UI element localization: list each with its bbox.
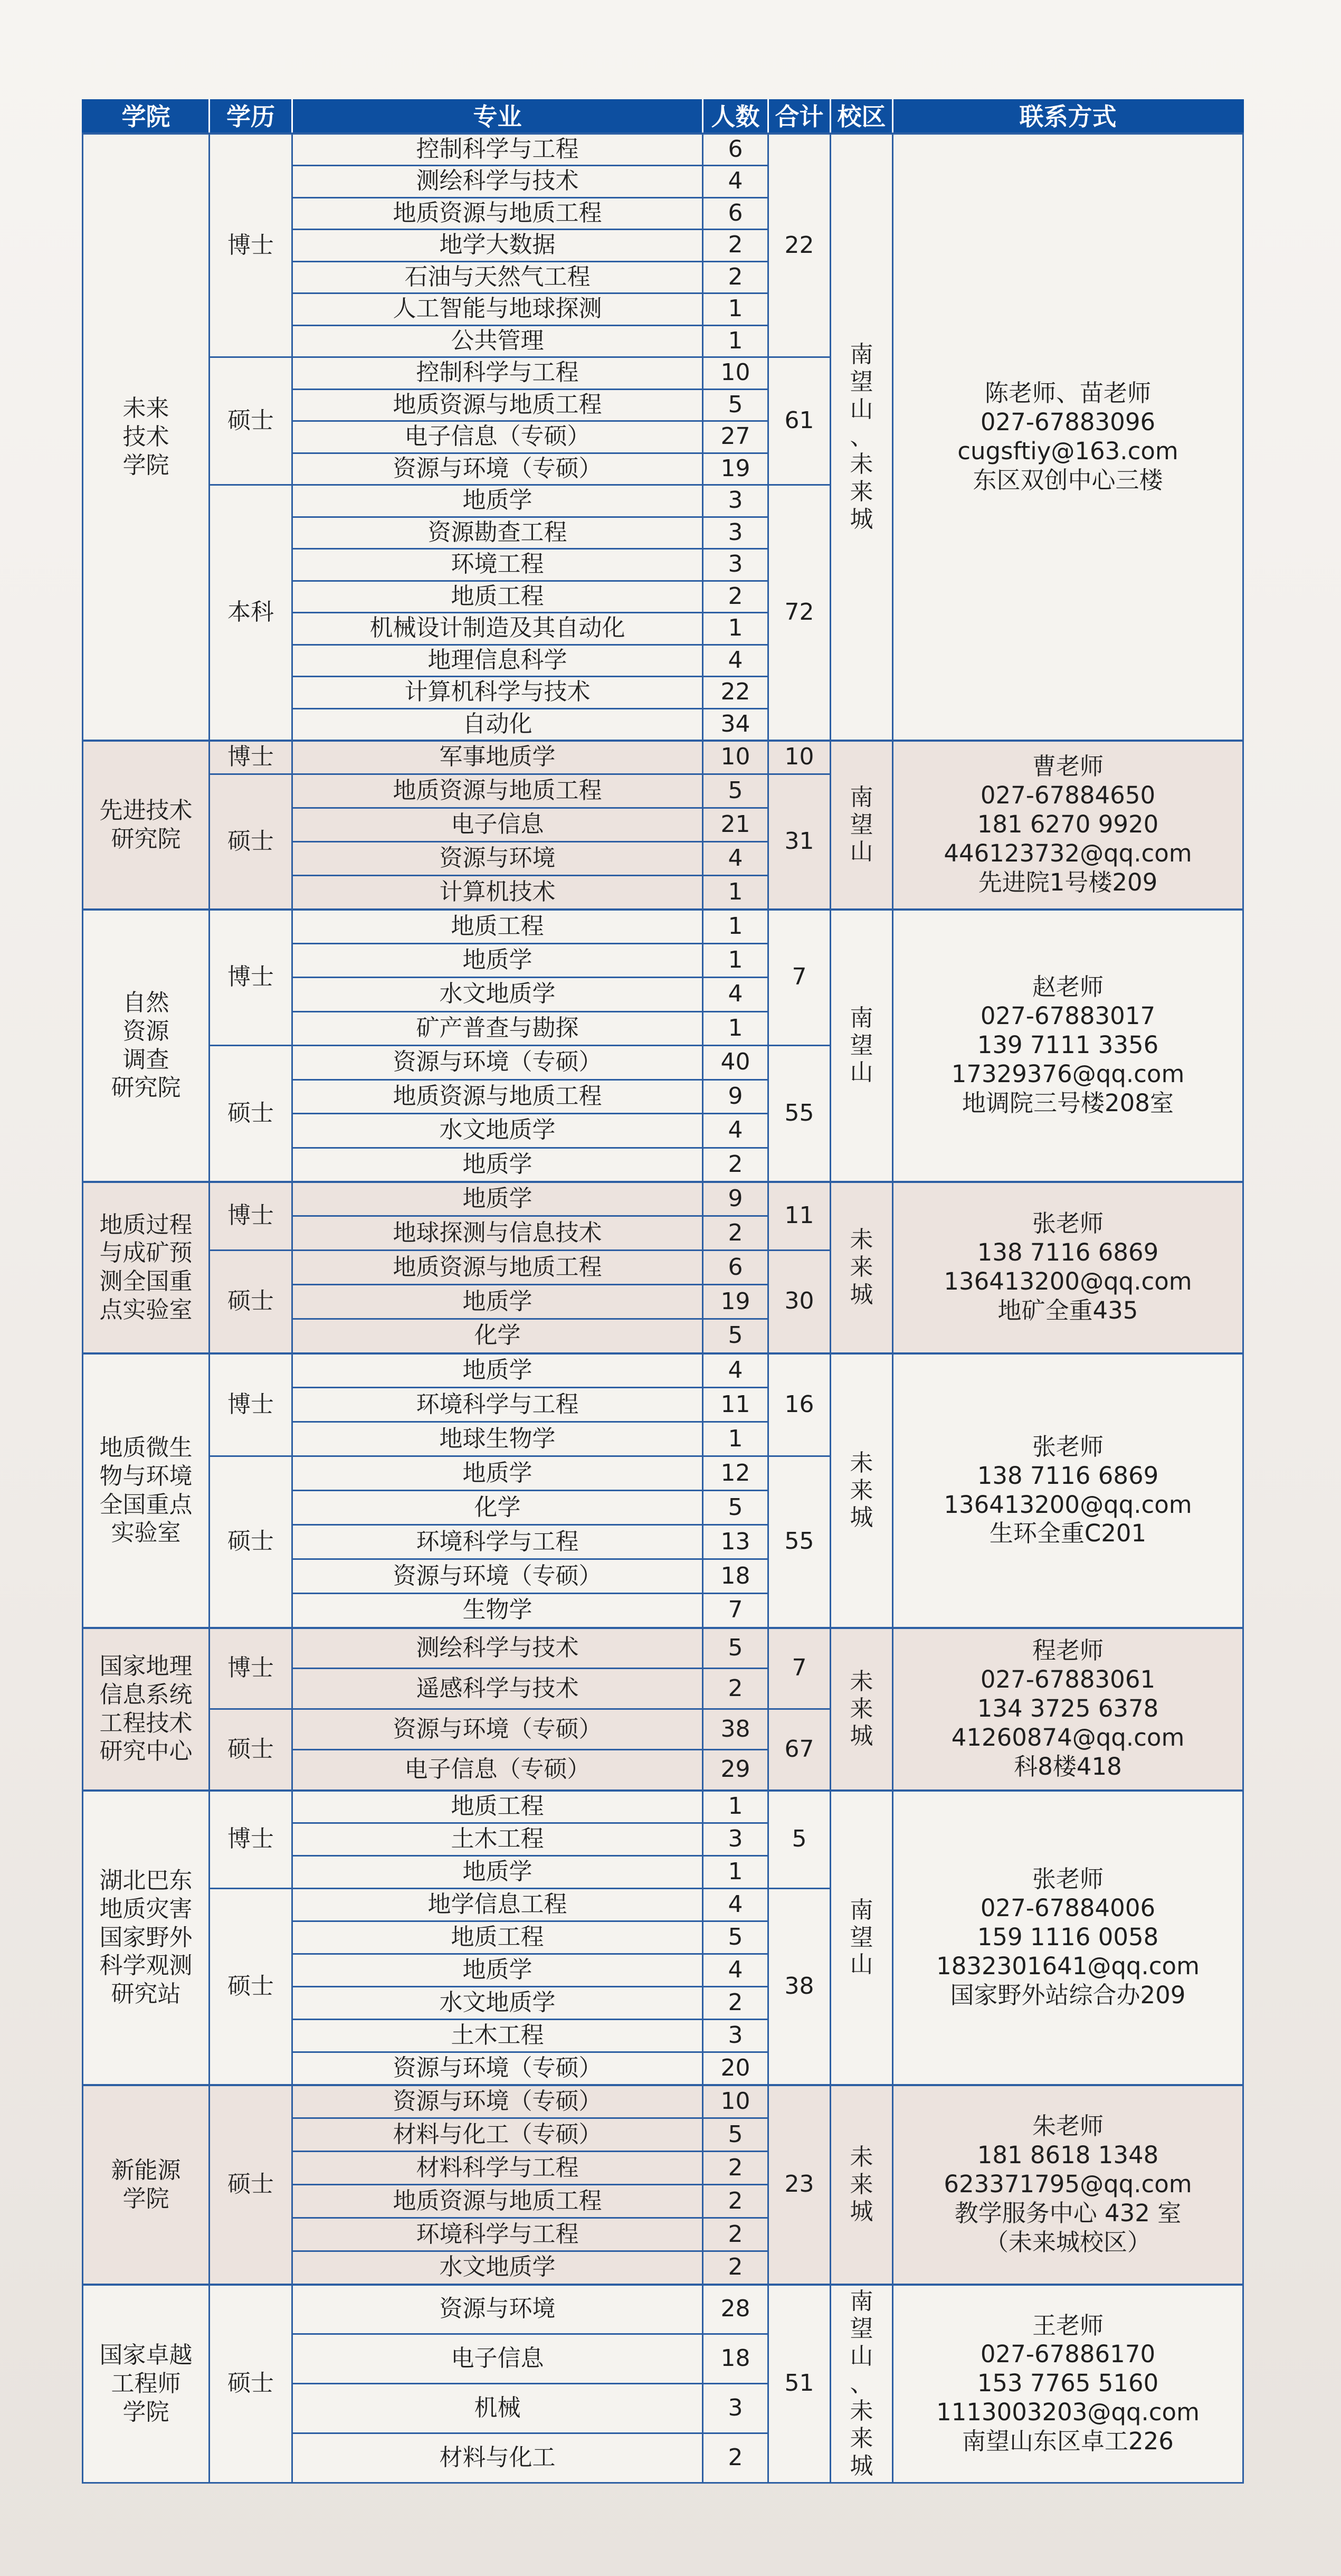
major-cell: 自动化	[292, 708, 703, 741]
institute-name-cell	[83, 1791, 210, 2085]
institute-block	[83, 134, 1243, 741]
contact-line: 生环全重C201	[989, 1519, 1147, 1548]
degree-cell: 硕士	[210, 1456, 292, 1628]
count-cell: 7	[703, 1594, 768, 1628]
count-cell: 4	[703, 1954, 768, 1987]
institute-name-cell	[83, 1628, 210, 1791]
count-cell: 1	[703, 943, 768, 978]
major-cell: 测绘科学与技术	[292, 166, 703, 198]
count-cell: 1	[703, 1011, 768, 1046]
count-cell: 5	[703, 1491, 768, 1525]
contact-cell	[893, 741, 1243, 910]
campus-cell	[831, 134, 893, 741]
count-cell: 19	[703, 453, 768, 485]
contact-line: （未来城校区）	[984, 2228, 1151, 2256]
degree-cell: 硕士	[210, 1046, 292, 1182]
header-row	[83, 100, 1243, 134]
table-row	[83, 2285, 1243, 2334]
contact-cell	[893, 2285, 1243, 2483]
count-cell: 5	[703, 1921, 768, 1954]
table-row	[83, 910, 1243, 944]
count-cell: 5	[703, 389, 768, 421]
contact-cell	[893, 910, 1243, 1182]
contact-line: 181 8618 1348	[977, 2141, 1159, 2170]
total-cell: 67	[768, 1709, 831, 1791]
header-institute: 学院	[83, 100, 210, 134]
count-cell: 12	[703, 1456, 768, 1491]
count-cell: 6	[703, 197, 768, 230]
major-cell: 石油与天然气工程	[292, 261, 703, 293]
contact-line: 139 7111 3356	[977, 1031, 1159, 1059]
institute-name-cell	[83, 910, 210, 1182]
contact-line: 623371795@qq.com	[944, 2170, 1192, 2199]
campus-cell	[831, 2085, 893, 2285]
major-cell: 地质资源与地质工程	[292, 2185, 703, 2218]
count-cell: 10	[703, 357, 768, 390]
total-cell: 7	[768, 1628, 831, 1709]
major-cell: 资源与环境（专硕）	[292, 1046, 703, 1080]
major-cell: 机械	[292, 2384, 703, 2433]
count-cell: 9	[703, 1182, 768, 1216]
campus-name: 南 望 山	[850, 1896, 873, 1978]
major-cell: 电子信息	[292, 808, 703, 842]
major-cell: 材料科学与工程	[292, 2152, 703, 2185]
count-cell: 11	[703, 1388, 768, 1422]
count-cell: 1	[703, 910, 768, 944]
count-cell: 2	[703, 2218, 768, 2251]
major-cell: 地质资源与地质工程	[292, 197, 703, 230]
contact-line: 国家野外站综合办209	[950, 1981, 1186, 2009]
major-cell: 控制科学与工程	[292, 357, 703, 390]
campus-cell	[831, 1353, 893, 1628]
contact-line: 南望山东区卓工226	[962, 2427, 1174, 2456]
total-cell: 72	[768, 485, 831, 741]
institute-name-cell	[83, 134, 210, 741]
contact-person: 王老师	[1032, 2311, 1104, 2340]
contact-person: 陈老师、苗老师	[984, 378, 1151, 407]
count-cell: 3	[703, 2384, 768, 2433]
major-cell: 地质学	[292, 1148, 703, 1182]
institute-block	[83, 741, 1243, 910]
degree-cell: 硕士	[210, 357, 292, 485]
count-cell: 13	[703, 1525, 768, 1559]
degree-cell: 硕士	[210, 1709, 292, 1791]
campus-cell	[831, 741, 893, 910]
contact-person: 曹老师	[1032, 752, 1104, 781]
count-cell: 5	[703, 1628, 768, 1669]
degree-cell: 博士	[210, 134, 292, 357]
contact-line: 41260874@qq.com	[951, 1723, 1185, 1751]
major-cell: 环境工程	[292, 549, 703, 581]
count-cell: 1	[703, 1856, 768, 1889]
institute-name-cell	[83, 741, 210, 910]
major-cell: 土木工程	[292, 2020, 703, 2052]
major-cell: 水文地质学	[292, 978, 703, 1012]
contact-cell	[893, 134, 1243, 741]
campus-cell	[831, 910, 893, 1182]
major-cell: 地质学	[292, 1856, 703, 1889]
contact-line: 科8楼418	[1014, 1752, 1122, 1781]
major-cell: 资源与环境（专硕）	[292, 1709, 703, 1750]
contact-line: 027-67886170	[980, 2340, 1156, 2369]
institute-name: 先进技术 研究院	[99, 797, 193, 853]
major-cell: 电子信息（专硕）	[292, 1750, 703, 1791]
major-cell: 地球生物学	[292, 1422, 703, 1456]
table-row	[83, 1791, 1243, 1823]
count-cell: 29	[703, 1750, 768, 1791]
contact-cell	[893, 1791, 1243, 2085]
count-cell: 18	[703, 2334, 768, 2384]
table-row	[83, 1353, 1243, 1388]
count-cell: 3	[703, 2020, 768, 2052]
major-cell: 水文地质学	[292, 1987, 703, 2020]
count-cell: 2	[703, 2152, 768, 2185]
count-cell: 22	[703, 677, 768, 709]
campus-name: 未 来 城	[850, 2143, 873, 2225]
contact-person: 程老师	[1032, 1636, 1104, 1665]
total-cell: 11	[768, 1182, 831, 1251]
campus-cell	[831, 1628, 893, 1791]
count-cell: 3	[703, 1823, 768, 1856]
total-cell: 16	[768, 1353, 831, 1456]
count-cell: 34	[703, 708, 768, 741]
institute-block	[83, 1791, 1243, 2085]
count-cell: 2	[703, 1148, 768, 1182]
contact-person: 朱老师	[1032, 2112, 1104, 2141]
major-cell: 资源与环境（专硕）	[292, 2052, 703, 2085]
contact-person: 赵老师	[1032, 973, 1104, 1001]
header-campus: 校区	[831, 100, 893, 134]
contact-line: cugsftiy@163.com	[957, 437, 1178, 465]
major-cell: 地质工程	[292, 1791, 703, 1823]
institute-block	[83, 2285, 1243, 2483]
contact-person: 张老师	[1032, 1209, 1104, 1238]
contact-line: 027-67884650	[980, 781, 1156, 810]
count-cell: 2	[703, 230, 768, 262]
major-cell: 材料与化工	[292, 2433, 703, 2483]
contact-line: 地矿全重435	[997, 1296, 1138, 1324]
institute-name-cell	[83, 1353, 210, 1628]
count-cell: 18	[703, 1559, 768, 1594]
contact-line: 136413200@qq.com	[944, 1267, 1192, 1295]
major-cell: 资源与环境（专硕）	[292, 453, 703, 485]
count-cell: 20	[703, 2052, 768, 2085]
contact-line: 教学服务中心 432 室	[954, 2199, 1182, 2227]
count-cell: 2	[703, 1669, 768, 1709]
degree-cell: 硕士	[210, 1251, 292, 1353]
count-cell: 2	[703, 581, 768, 613]
major-cell: 计算机技术	[292, 876, 703, 910]
major-cell: 电子信息（专硕）	[292, 421, 703, 453]
campus-cell	[831, 1791, 893, 2085]
contact-cell	[893, 1182, 1243, 1353]
total-cell: 55	[768, 1456, 831, 1628]
count-cell: 28	[703, 2285, 768, 2334]
major-cell: 地质资源与地质工程	[292, 1251, 703, 1285]
header-contact: 联系方式	[893, 100, 1243, 134]
header-major: 专业	[292, 100, 703, 134]
contact-line: 先进院1号楼209	[978, 868, 1158, 896]
major-cell: 地质学	[292, 1285, 703, 1319]
contact-line: 153 7765 5160	[977, 2369, 1159, 2398]
count-cell: 5	[703, 2118, 768, 2152]
count-cell: 21	[703, 808, 768, 842]
count-cell: 10	[703, 2085, 768, 2118]
count-cell: 3	[703, 517, 768, 549]
contact-line: 181 6270 9920	[977, 810, 1159, 839]
campus-name: 未 来 城	[850, 1449, 873, 1531]
header-degree: 学历	[210, 100, 292, 134]
degree-cell: 博士	[210, 1182, 292, 1251]
major-cell: 化学	[292, 1319, 703, 1353]
degree-cell: 博士	[210, 1628, 292, 1709]
contact-line: 134 3725 6378	[977, 1694, 1159, 1723]
count-cell: 2	[703, 1987, 768, 2020]
degree-cell: 博士	[210, 1353, 292, 1456]
total-cell: 7	[768, 910, 831, 1046]
major-cell: 材料与化工（专硕）	[292, 2118, 703, 2152]
contact-line: 027-67883061	[980, 1665, 1156, 1694]
institute-block	[83, 2085, 1243, 2285]
major-cell: 地质学	[292, 485, 703, 517]
major-cell: 水文地质学	[292, 2251, 703, 2285]
institute-name: 湖北巴东 地质灾害 国家野外 科学观测 研究站	[99, 1867, 193, 2007]
total-cell: 30	[768, 1251, 831, 1353]
count-cell: 19	[703, 1285, 768, 1319]
major-cell: 地质资源与地质工程	[292, 389, 703, 421]
institute-name: 地质微生 物与环境 全国重点 实验室	[99, 1434, 193, 1547]
major-cell: 化学	[292, 1491, 703, 1525]
total-cell: 38	[768, 1889, 831, 2085]
contact-line: 17329376@qq.com	[951, 1059, 1185, 1088]
contact-line: 159 1116 0058	[977, 1923, 1159, 1952]
major-cell: 资源勘查工程	[292, 517, 703, 549]
campus-name: 未 来 城	[850, 1668, 873, 1750]
count-cell: 4	[703, 978, 768, 1012]
count-cell: 3	[703, 549, 768, 581]
count-cell: 4	[703, 1114, 768, 1148]
major-cell: 资源与环境	[292, 2285, 703, 2334]
major-cell: 地学大数据	[292, 230, 703, 262]
institute-name: 国家卓越 工程师 学院	[99, 2342, 193, 2426]
count-cell: 4	[703, 166, 768, 198]
major-cell: 计算机科学与技术	[292, 677, 703, 709]
major-cell: 资源与环境（专硕）	[292, 2085, 703, 2118]
major-cell: 环境科学与工程	[292, 2218, 703, 2251]
major-cell: 控制科学与工程	[292, 134, 703, 166]
contact-line: 446123732@qq.com	[944, 839, 1192, 867]
total-cell: 23	[768, 2085, 831, 2285]
count-cell: 2	[703, 2433, 768, 2483]
degree-cell: 硕士	[210, 1889, 292, 2085]
major-cell: 机械设计制造及其自动化	[292, 613, 703, 645]
table-row	[83, 1182, 1243, 1216]
count-cell: 27	[703, 421, 768, 453]
campus-cell	[831, 2285, 893, 2483]
major-cell: 地质学	[292, 943, 703, 978]
total-cell: 51	[768, 2285, 831, 2483]
count-cell: 1	[703, 1791, 768, 1823]
institute-name-cell	[83, 2285, 210, 2483]
degree-cell: 博士	[210, 741, 292, 774]
total-cell: 55	[768, 1046, 831, 1182]
count-cell: 4	[703, 842, 768, 876]
campus-name: 南 望 山 、 未 来 城	[850, 341, 873, 533]
major-cell: 公共管理	[292, 325, 703, 357]
major-cell: 环境科学与工程	[292, 1525, 703, 1559]
major-cell: 矿产普查与勘探	[292, 1011, 703, 1046]
count-cell: 2	[703, 261, 768, 293]
count-cell: 1	[703, 876, 768, 910]
count-cell: 2	[703, 2251, 768, 2285]
major-cell: 地质资源与地质工程	[292, 1079, 703, 1114]
contact-line: 1113003203@qq.com	[936, 2398, 1200, 2427]
table-row	[83, 134, 1243, 166]
major-cell: 水文地质学	[292, 1114, 703, 1148]
count-cell: 6	[703, 1251, 768, 1285]
degree-cell: 硕士	[210, 774, 292, 910]
count-cell: 2	[703, 2185, 768, 2218]
institute-block	[83, 1182, 1243, 1353]
major-cell: 地理信息科学	[292, 645, 703, 677]
count-cell: 5	[703, 1319, 768, 1353]
degree-cell: 本科	[210, 485, 292, 741]
major-cell: 环境科学与工程	[292, 1388, 703, 1422]
major-cell: 地质学	[292, 1182, 703, 1216]
total-cell: 31	[768, 774, 831, 910]
major-cell: 资源与环境	[292, 842, 703, 876]
major-cell: 地质资源与地质工程	[292, 774, 703, 808]
table-row	[83, 2085, 1243, 2118]
degree-cell: 硕士	[210, 2085, 292, 2285]
count-cell: 2	[703, 1216, 768, 1251]
campus-name: 南 望 山	[850, 783, 873, 866]
campus-name: 南 望 山 、 未 来 城	[850, 2288, 873, 2479]
contact-line: 地调院三号楼208室	[962, 1088, 1174, 1117]
count-cell: 4	[703, 1889, 768, 1921]
institute-block	[83, 910, 1243, 1182]
count-cell: 4	[703, 1353, 768, 1388]
header-total: 合计	[768, 100, 831, 134]
count-cell: 1	[703, 613, 768, 645]
institute-name: 新能源 学院	[111, 2156, 181, 2212]
degree-cell: 硕士	[210, 2285, 292, 2483]
count-cell: 1	[703, 293, 768, 326]
count-cell: 40	[703, 1046, 768, 1080]
recruitment-table-sheet	[82, 99, 1242, 2484]
major-cell: 电子信息	[292, 2334, 703, 2384]
campus-name: 未 来 城	[850, 1226, 873, 1308]
major-cell: 地学信息工程	[292, 1889, 703, 1921]
contact-cell	[893, 1353, 1243, 1628]
total-cell: 5	[768, 1791, 831, 1889]
contact-line: 138 7116 6869	[977, 1238, 1159, 1267]
campus-cell	[831, 1182, 893, 1353]
campus-name: 南 望 山	[850, 1004, 873, 1086]
contact-person: 张老师	[1032, 1865, 1104, 1893]
major-cell: 遥感科学与技术	[292, 1669, 703, 1709]
contact-line: 1832301641@qq.com	[936, 1952, 1200, 1980]
contact-line: 136413200@qq.com	[944, 1490, 1192, 1519]
major-cell: 地质工程	[292, 581, 703, 613]
contact-line: 027-67883017	[980, 1002, 1156, 1030]
institute-block	[83, 1353, 1243, 1628]
degree-cell: 博士	[210, 1791, 292, 1889]
count-cell: 3	[703, 485, 768, 517]
count-cell: 1	[703, 1422, 768, 1456]
major-cell: 地球探测与信息技术	[292, 1216, 703, 1251]
count-cell: 1	[703, 325, 768, 357]
major-cell: 地质学	[292, 1954, 703, 1987]
total-cell: 10	[768, 741, 831, 774]
count-cell: 5	[703, 774, 768, 808]
contact-cell	[893, 2085, 1243, 2285]
major-cell: 地质工程	[292, 910, 703, 944]
header-count: 人数	[703, 100, 768, 134]
major-cell: 军事地质学	[292, 741, 703, 774]
recruitment-table	[82, 99, 1244, 2484]
institute-name-cell	[83, 1182, 210, 1353]
major-cell: 测绘科学与技术	[292, 1628, 703, 1669]
major-cell: 人工智能与地球探测	[292, 293, 703, 326]
institute-name: 国家地理 信息系统 工程技术 研究中心	[99, 1653, 193, 1765]
table-row	[83, 1628, 1243, 1669]
total-cell: 61	[768, 357, 831, 485]
major-cell: 地质学	[292, 1456, 703, 1491]
major-cell: 生物学	[292, 1594, 703, 1628]
contact-line: 027-67884006	[980, 1894, 1156, 1922]
major-cell: 土木工程	[292, 1823, 703, 1856]
institute-name: 地质过程 与成矿预 测全国重 点实验室	[99, 1211, 193, 1323]
institute-name: 自然 资源 调查 研究院	[111, 989, 181, 1102]
major-cell: 地质工程	[292, 1921, 703, 1954]
count-cell: 38	[703, 1709, 768, 1750]
institute-name-cell	[83, 2085, 210, 2285]
degree-cell: 博士	[210, 910, 292, 1046]
contact-line: 027-67883096	[980, 408, 1156, 436]
major-cell: 地质学	[292, 1353, 703, 1388]
total-cell: 22	[768, 134, 831, 357]
contact-person: 张老师	[1032, 1432, 1104, 1461]
institute-name: 未来 技术 学院	[122, 395, 169, 479]
institute-block	[83, 1628, 1243, 1791]
count-cell: 4	[703, 645, 768, 677]
table-row	[83, 741, 1243, 774]
count-cell: 6	[703, 134, 768, 166]
contact-line: 138 7116 6869	[977, 1461, 1159, 1490]
count-cell: 9	[703, 1079, 768, 1114]
contact-cell	[893, 1628, 1243, 1791]
major-cell: 资源与环境（专硕）	[292, 1559, 703, 1594]
contact-line: 东区双创中心三楼	[973, 466, 1163, 494]
count-cell: 10	[703, 741, 768, 774]
